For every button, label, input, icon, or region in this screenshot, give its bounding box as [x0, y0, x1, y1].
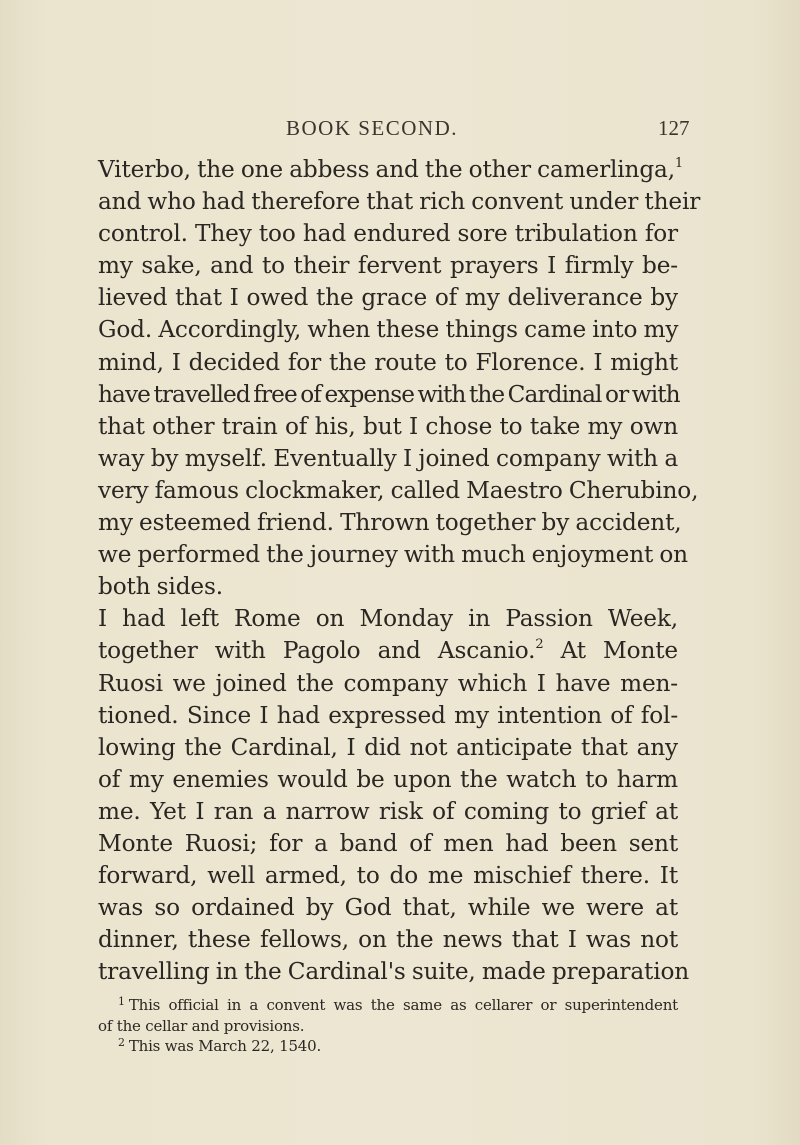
text-line: my esteemed friend. Thrown together by accident,	[98, 509, 682, 537]
text-line: my sake, and to their fervent prayers I firmly be-	[98, 252, 678, 280]
running-head: BOOK SECOND.	[286, 116, 459, 140]
footnote-ref[interactable]: 2	[535, 637, 544, 653]
text-line: we performed the journey with much enjoyment on	[98, 541, 688, 569]
text-line: lowing the Cardinal, I did not anticipate that any	[98, 733, 678, 761]
text-line: Monte Ruosi; for a band of men had been sent	[98, 829, 678, 857]
text-line: of my enemies would be upon the watch to harm	[98, 765, 678, 793]
text-line: forward, well armed, to do me mischief there. It	[98, 862, 678, 890]
text-line: control. They too had endured sore tribulation for	[98, 220, 678, 248]
text-line: Ruosi we joined the company which I have men-	[98, 669, 678, 697]
text-line: I had left Rome on Monday in Passion Week,	[98, 605, 678, 633]
text-line: God. Accordingly, when these things came into my	[98, 316, 679, 344]
text-line: very famous clockmaker, called Maestro Cherubino,	[98, 476, 699, 504]
body-text	[98, 154, 701, 988]
footnote-ref[interactable]: 1	[674, 156, 684, 171]
text-line: Viterbo, the one abbess and the other camerlinga,$^1$	[98, 156, 684, 183]
text-line: mind, I decided for the route to Florence. I might	[98, 348, 678, 376]
footnote-1-cont: of the cellar and provisions.	[98, 1016, 305, 1035]
text-line: tioned. Since I had expressed my intention of fol-	[98, 701, 678, 729]
footnote-2: $^2$ This was March 22, 1540.	[118, 1036, 322, 1055]
page-number: 127	[658, 116, 690, 140]
text-line: way by myself. Eventually I joined company with a	[98, 444, 678, 472]
text-line: dinner, these fellows, on the news that I was not	[98, 926, 678, 954]
page-header	[0, 116, 800, 146]
text-line: lieved that I owed the grace of my deliverance by	[98, 284, 678, 312]
text-line: was so ordained by God that, while we were at	[98, 894, 678, 922]
footnotes	[98, 995, 678, 1057]
text-line: both sides.	[98, 573, 223, 601]
text-line: travelling in the Cardinal's suite, made preparation	[98, 958, 690, 986]
text-line: that other train of his, but I chose to take my own	[98, 412, 678, 440]
text-line: me. Yet I ran a narrow risk of coming to grief at	[98, 797, 678, 825]
footnote-marker: 1	[118, 995, 125, 1008]
footnote-marker: 2	[118, 1036, 125, 1049]
text-line: together with Pagolo and Ascanio.$^2$ At Monte	[98, 637, 678, 665]
text-line: and who had therefore that rich convent under their	[98, 188, 701, 216]
text-line: have travelled free of expense with the Cardinal or with	[98, 380, 680, 408]
footnote-1: $^1$ This official in a convent was the same as cellarer or superintendent	[118, 995, 678, 1014]
